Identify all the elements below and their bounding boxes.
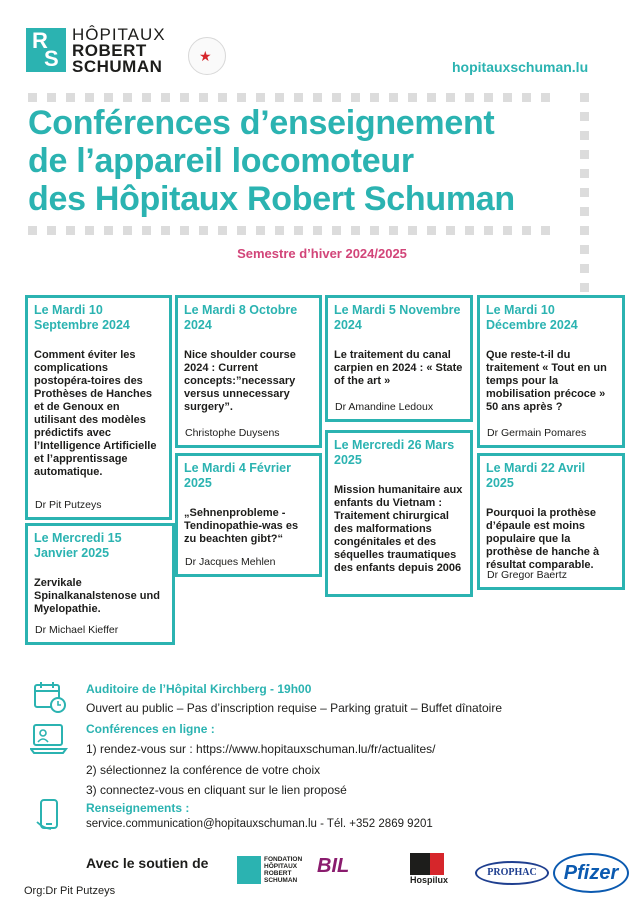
logo-letter-r: R	[32, 28, 48, 53]
conference-topic: Comment éviter les complications postopéra-toires des Prothèses de Hanches et de Genoux en utilisant des modèles prédictifs avec l’Intelligence Artificielle et l’apprentissage automatique.	[34, 349, 157, 478]
dotted-frame-bottom	[28, 226, 550, 235]
conference-topic: Mission humanitaire aux enfants du Vietnam : Traitement chirurgical des malformations congénitales et des séquelles traumatiques des enfants depuis 2006	[334, 484, 463, 574]
laptop-online-icon	[30, 722, 70, 756]
logo-line-3: SCHUMAN	[72, 57, 163, 76]
conference-date: Le Mardi 4 Février 2025	[184, 461, 291, 490]
prophac-logo: PROPHAC	[475, 861, 549, 885]
fondation-line-2: HÔPITAUX	[264, 863, 298, 870]
conference-speaker: Christophe Duysens	[185, 427, 280, 439]
logo-line-1: HÔPITAUX	[72, 25, 166, 44]
contact-heading: Renseignements :	[86, 801, 190, 815]
title-line-1: Conférences d’enseignement	[28, 104, 495, 142]
conference-card	[175, 453, 322, 577]
fondation-line-1: FONDATION	[264, 856, 303, 863]
fondation-line-3: ROBERT	[264, 870, 292, 877]
conference-topic: Nice shoulder course 2024 : Current concepts:”necessary versus unnecessary surgery”.	[184, 349, 296, 413]
online-heading: Conférences en ligne :	[86, 722, 215, 736]
page-title	[28, 104, 588, 218]
conference-card	[325, 295, 473, 422]
conference-date: Le Mardi 10 Décembre 2024	[486, 303, 578, 332]
conference-card	[25, 523, 175, 645]
dotted-frame-top	[28, 93, 550, 102]
online-step-3: 3) connectez-vous en cliquant sur le lien proposé	[86, 783, 347, 797]
conference-date: Le Mardi 22 Avril 2025	[486, 461, 586, 490]
venue-details: Ouvert au public – Pas d’inscription requise – Parking gratuit – Buffet dînatoire	[86, 701, 503, 715]
conference-date: Le Mercredi 26 Mars 2025	[334, 438, 455, 467]
conference-card	[477, 453, 625, 590]
conference-speaker: Dr Gregor Baertz	[487, 569, 567, 581]
conference-topic: Le traitement du canal carpien en 2024 : « State of the art »	[334, 349, 463, 387]
logo-mark	[26, 28, 66, 72]
conference-topic: Pourquoi la prothèse d’épaule est moins populaire que la prothèse de hanche à résultat comparable.	[486, 507, 600, 571]
fondation-line-4: SCHUMAN	[264, 877, 298, 884]
conference-card	[25, 295, 172, 520]
website-link[interactable]: hopitauxschuman.lu	[452, 59, 589, 75]
conference-date: Le Mardi 8 Octobre 2024	[184, 303, 298, 332]
conference-topic: Que reste-t-il du traitement « Tout en un temps pour la mobilisation précoce » 50 ans après ?	[486, 349, 607, 413]
conference-card	[325, 430, 473, 597]
conference-topic: Zervikale Spinalkanalstenose und Myelopathie.	[34, 577, 160, 615]
title-line-2: de l’appareil locomoteur	[28, 142, 414, 180]
hospilux-label: Hospilux	[410, 875, 449, 885]
online-step-2: 2) sélectionnez la conférence de votre choix	[86, 763, 321, 777]
conference-date: Le Mardi 10 Septembre 2024	[34, 303, 130, 332]
conference-speaker: Dr Michael Kieffer	[35, 624, 119, 636]
logo-wordmark	[72, 27, 166, 75]
calendar-clock-icon	[33, 680, 67, 714]
support-label: Avec le soutien de	[86, 855, 209, 871]
pfizer-logo: Pfizer	[553, 853, 629, 893]
contact-details: service.communication@hopitauxschuman.lu - Tél. +352 2869 9201	[86, 818, 433, 830]
online-step-1[interactable]: 1) rendez-vous sur : https://www.hopitauxschuman.lu/fr/actualites/	[86, 742, 436, 756]
logo-line-2: ROBERT	[72, 41, 147, 60]
conference-topic: „Sehnenprobleme - Tendinopathie-was es zu beachten gibt?“	[184, 507, 299, 545]
conference-card	[175, 295, 322, 448]
conference-date: Le Mardi 5 Novembre 2024	[334, 303, 461, 332]
phone-icon	[33, 798, 67, 832]
venue-heading: Auditoire de l’Hôpital Kirchberg - 19h00	[86, 682, 312, 696]
semester-subtitle: Semestre d’hiver 2024/2025	[237, 246, 407, 261]
star-icon: ★	[199, 48, 212, 64]
conference-date: Le Mercredi 15 Janvier 2025	[34, 531, 122, 560]
hospilux-logo	[410, 853, 448, 885]
conference-speaker: Dr Jacques Mehlen	[185, 556, 276, 568]
conference-card	[477, 295, 625, 448]
organizer-credit: Org:Dr Pit Putzeys	[24, 885, 116, 897]
conference-speaker: Dr Germain Pomares	[487, 427, 587, 439]
conference-speaker: Dr Amandine Ledoux	[335, 401, 434, 413]
logo-letter-s: S	[44, 46, 59, 71]
conference-speaker: Dr Pit Putzeys	[35, 499, 102, 511]
bil-logo: BIL	[317, 855, 350, 877]
award-badge-icon	[188, 37, 226, 75]
title-line-3: des Hôpitaux Robert Schuman	[28, 180, 515, 218]
